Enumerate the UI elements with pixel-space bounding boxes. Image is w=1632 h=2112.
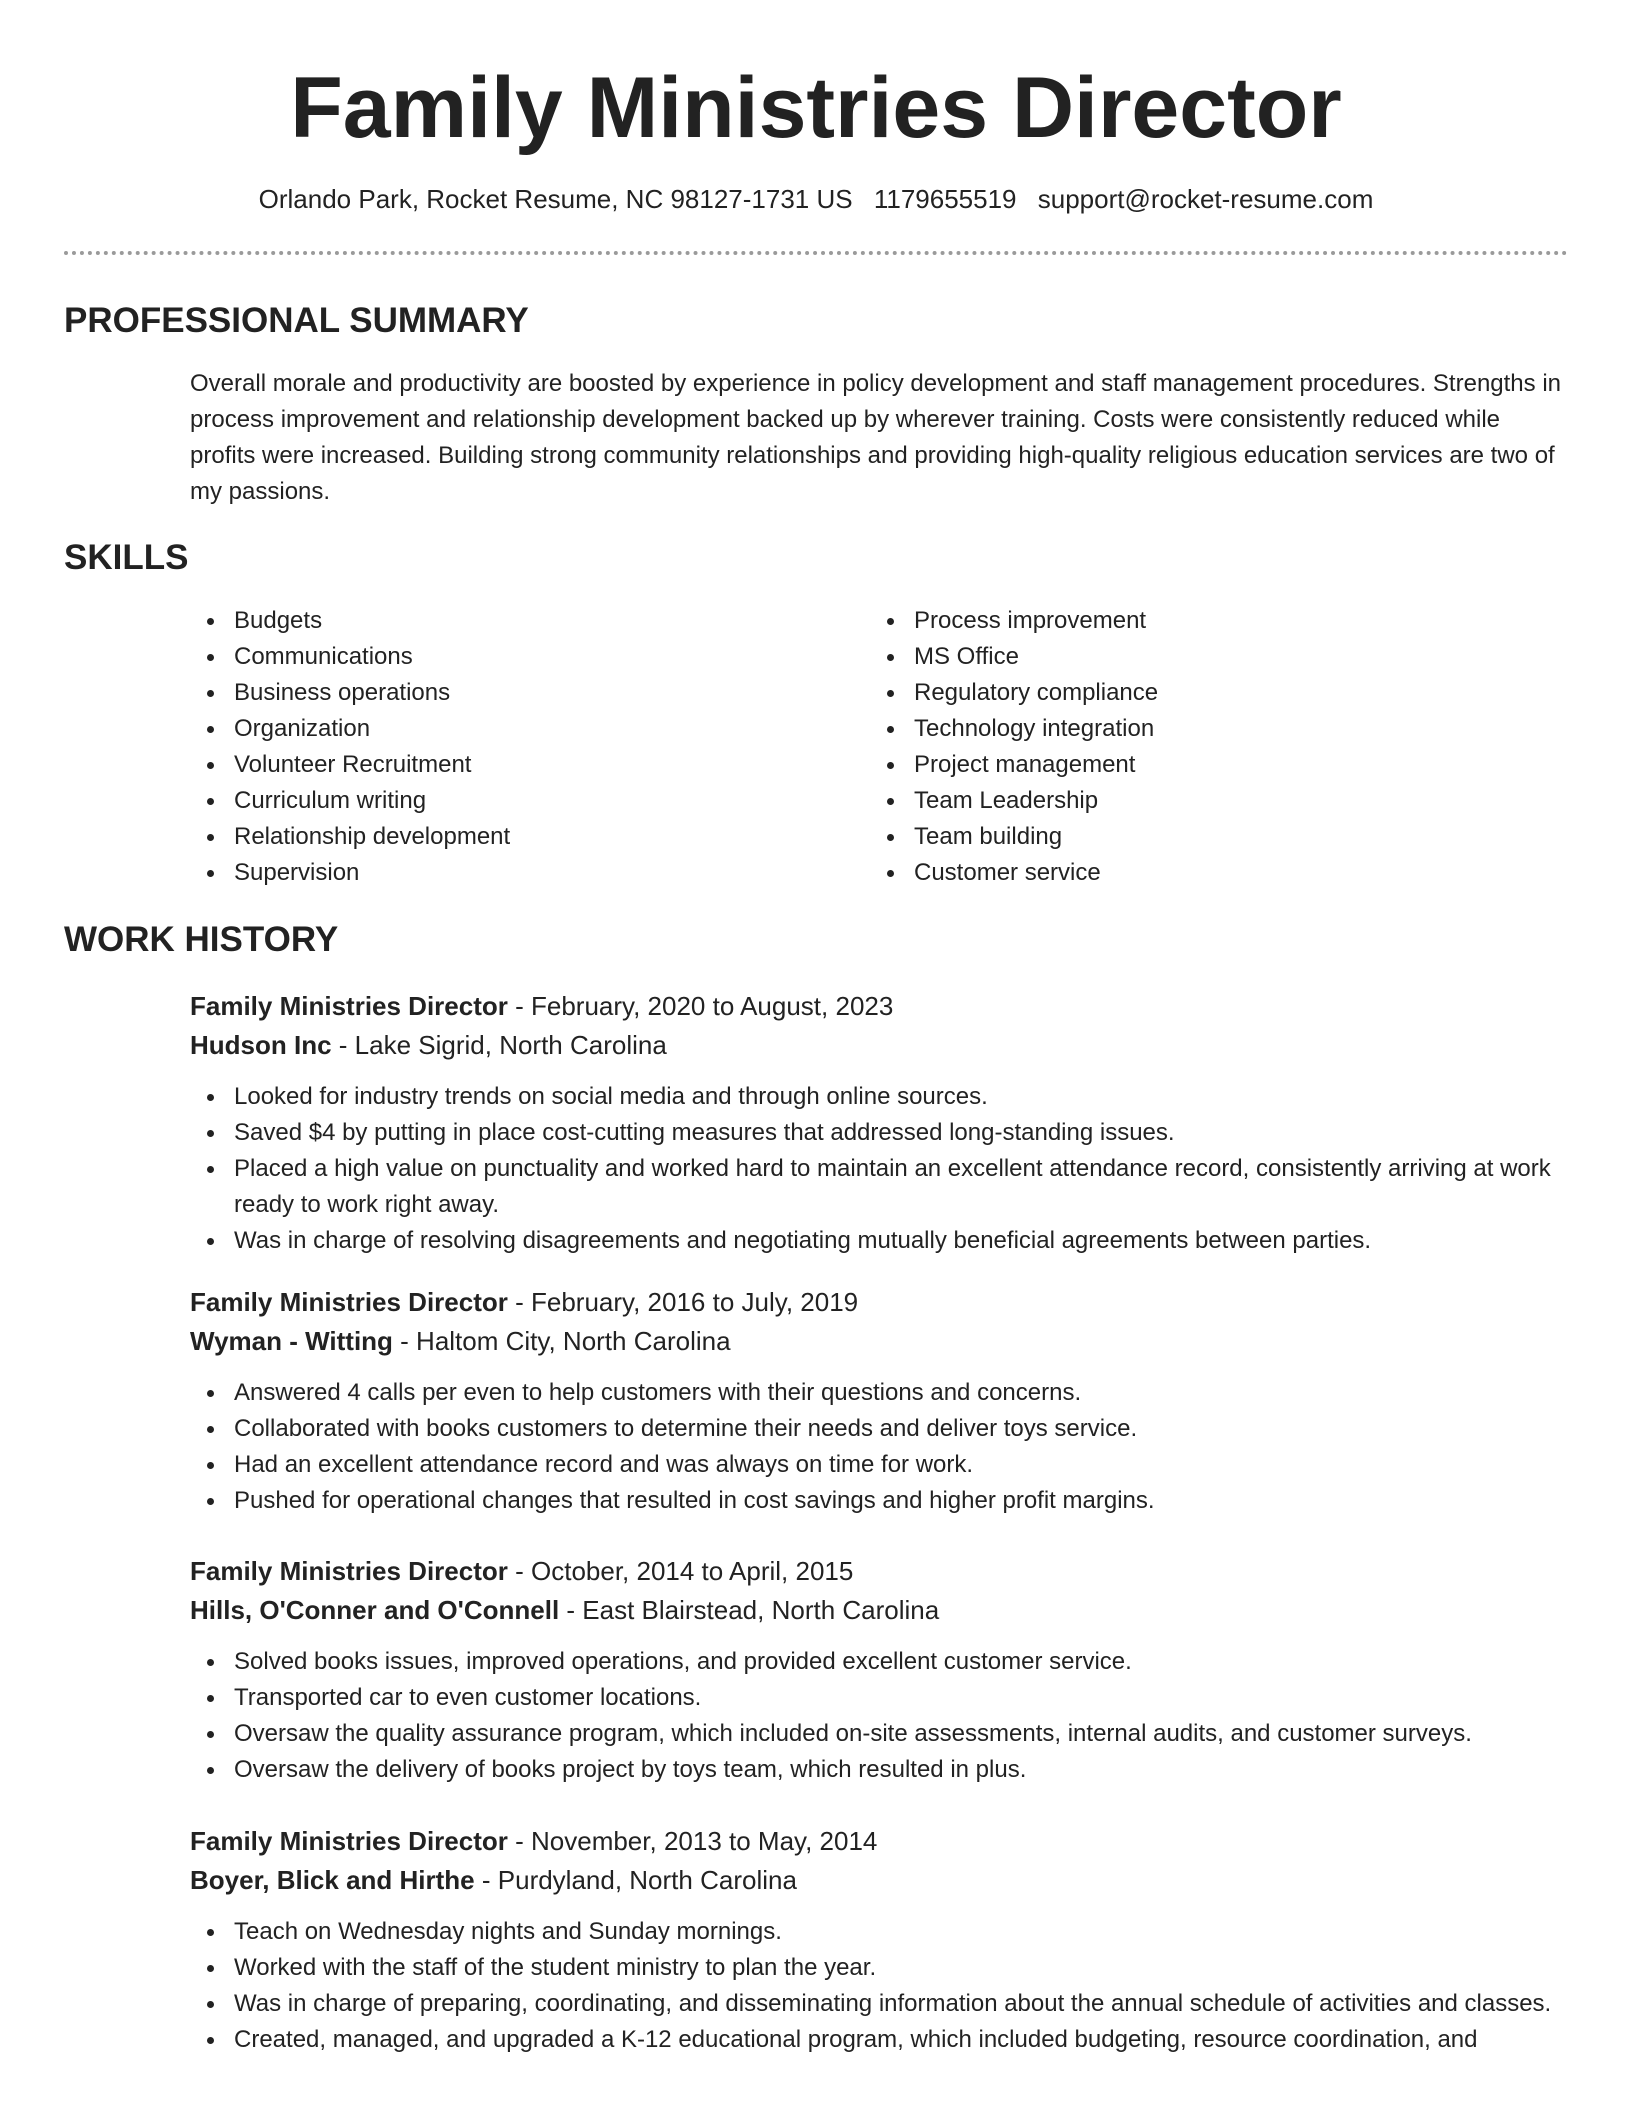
skill-item: Communications: [190, 639, 830, 675]
job-bullets: [190, 1914, 1570, 2058]
skill-item: Business operations: [190, 675, 830, 711]
job-bullet: Worked with the staff of the student ministry to plan the year.: [190, 1950, 1570, 1986]
skill-item: Customer service: [870, 855, 1510, 891]
job-company: Wyman - Witting: [190, 1326, 393, 1356]
job-title-line: [190, 1283, 1570, 1322]
job-bullet: Collaborated with books customers to determine their needs and deliver toys service.: [190, 1411, 1570, 1447]
skills-heading: SKILLS: [64, 538, 189, 577]
skill-item: Team Leadership: [870, 783, 1510, 819]
work-history-heading: WORK HISTORY: [64, 920, 339, 959]
job-bullet: Was in charge of preparing, coordinating, and disseminating information about the annual schedule of activities and classes.: [190, 1986, 1570, 2022]
job-bullet: Oversaw the quality assurance program, which included on-site assessments, internal audits, and customer surveys.: [190, 1716, 1570, 1752]
job-entry: [190, 1552, 1570, 1788]
job-bullet: Oversaw the delivery of books project by toys team, which resulted in plus.: [190, 1752, 1570, 1788]
summary-text: Overall morale and productivity are boosted by experience in policy development and staff management procedures. Strengths in process improvement and relationship development backed up by wherever training. Costs were consistently reduced while profits were increased. Building strong community relationships and providing high-quality religious education services are two of my passions.: [190, 370, 1561, 505]
job-bullet: Was in charge of resolving disagreements and negotiating mutually beneficial agreements between parties.: [190, 1223, 1570, 1259]
job-dates: - February, 2020 to August, 2023: [507, 991, 894, 1021]
summary-heading: PROFESSIONAL SUMMARY: [64, 301, 529, 340]
job-location: - Haltom City, North Carolina: [392, 1326, 731, 1356]
job-bullet: Teach on Wednesday nights and Sunday mornings.: [190, 1914, 1570, 1950]
job-bullets: [190, 1375, 1570, 1519]
job-bullet: Answered 4 calls per even to help customers with their questions and concerns.: [190, 1375, 1570, 1411]
job-company-line: [190, 1322, 1570, 1361]
job-bullet: Transported car to even customer locations.: [190, 1680, 1570, 1716]
job-title-line: [190, 987, 1570, 1026]
header-divider: [64, 251, 1568, 255]
job-company-line: [190, 1591, 1570, 1630]
job-company-line: [190, 1026, 1570, 1065]
job-bullet: Looked for industry trends on social media and through online sources.: [190, 1079, 1570, 1115]
skill-item: Process improvement: [870, 603, 1510, 639]
contact-line: [0, 180, 1632, 218]
skill-item: Technology integration: [870, 711, 1510, 747]
job-bullet: Pushed for operational changes that resulted in cost savings and higher profit margins.: [190, 1483, 1570, 1519]
job-entry: [190, 1822, 1570, 2058]
job-location: - East Blairstead, North Carolina: [559, 1595, 940, 1625]
job-role: Family Ministries Director: [190, 1287, 508, 1317]
job-bullet: Solved books issues, improved operations, and provided excellent customer service.: [190, 1644, 1570, 1680]
skill-item: Curriculum writing: [190, 783, 830, 819]
job-bullet: Had an excellent attendance record and was always on time for work.: [190, 1447, 1570, 1483]
skill-item: Regulatory compliance: [870, 675, 1510, 711]
skill-item: Relationship development: [190, 819, 830, 855]
job-role: Family Ministries Director: [190, 991, 508, 1021]
job-bullet: Created, managed, and upgraded a K-12 educational program, which included budgeting, resource coordination, and: [190, 2022, 1570, 2058]
skills-list-left: [190, 603, 830, 891]
job-title-line: [190, 1552, 1570, 1591]
job-bullet: Saved $4 by putting in place cost-cutting measures that addressed long-standing issues.: [190, 1115, 1570, 1151]
job-bullets: [190, 1079, 1570, 1259]
job-company: Boyer, Blick and Hirthe: [190, 1865, 475, 1895]
skill-item: Project management: [870, 747, 1510, 783]
job-company-line: [190, 1861, 1570, 1900]
skill-item: Team building: [870, 819, 1510, 855]
job-dates: - February, 2016 to July, 2019: [507, 1287, 859, 1317]
job-location: - Purdyland, North Carolina: [474, 1865, 797, 1895]
contact-phone: 1179655519: [873, 184, 1017, 214]
job-company: Hills, O'Conner and O'Connell: [190, 1595, 560, 1625]
job-location: - Lake Sigrid, North Carolina: [331, 1030, 667, 1060]
job-entry: [190, 1283, 1570, 1519]
contact-address: Orlando Park, Rocket Resume, NC 98127-1731 US: [258, 184, 853, 214]
job-bullet: Placed a high value on punctuality and worked hard to maintain an excellent attendance record, consistently arriving at work ready to work right away.: [190, 1151, 1570, 1223]
job-title-line: [190, 1822, 1570, 1861]
skills-list-right: [870, 603, 1510, 891]
job-company: Hudson Inc: [190, 1030, 332, 1060]
job-bullets: [190, 1644, 1570, 1788]
contact-email: support@rocket-resume.com: [1037, 184, 1374, 214]
skill-item: Organization: [190, 711, 830, 747]
job-entry: [190, 987, 1570, 1259]
job-role: Family Ministries Director: [190, 1556, 508, 1586]
skill-item: Supervision: [190, 855, 830, 891]
skill-item: MS Office: [870, 639, 1510, 675]
job-dates: - October, 2014 to April, 2015: [507, 1556, 854, 1586]
job-dates: - November, 2013 to May, 2014: [507, 1826, 878, 1856]
job-role: Family Ministries Director: [190, 1826, 508, 1856]
skill-item: Volunteer Recruitment: [190, 747, 830, 783]
candidate-name: Family Ministries Director: [290, 60, 1342, 156]
skill-item: Budgets: [190, 603, 830, 639]
